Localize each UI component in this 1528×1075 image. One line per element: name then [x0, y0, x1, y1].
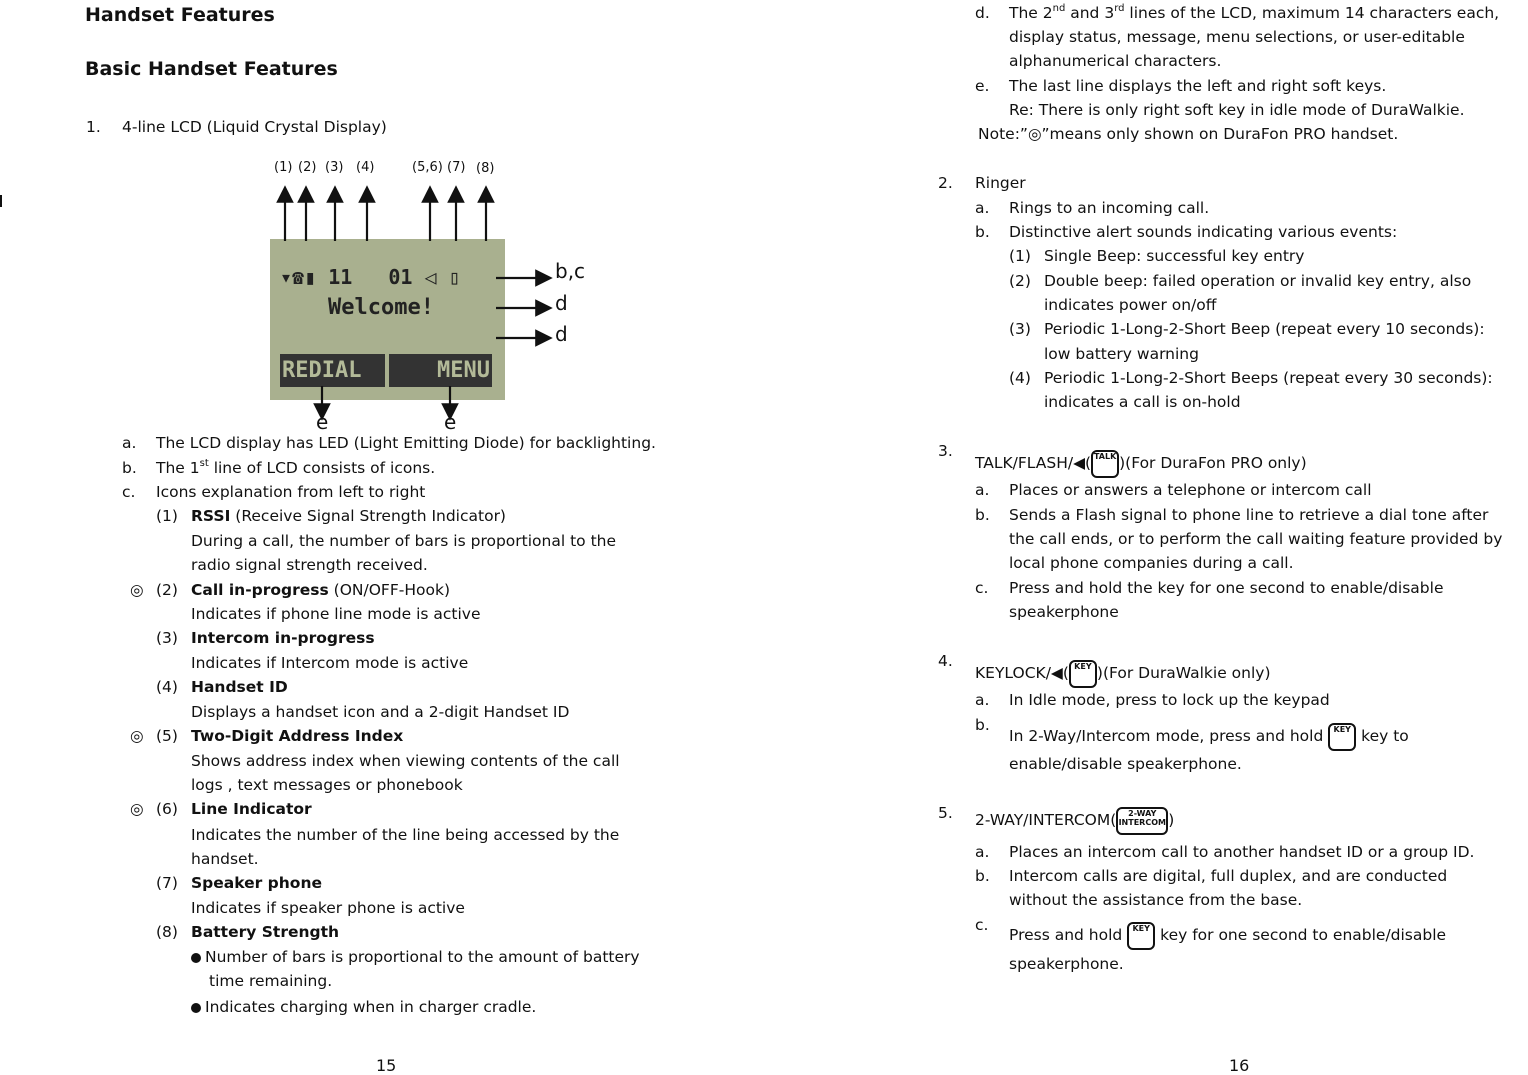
note-text: Note:”◎”means only shown on DuraFon PRO handset.	[978, 125, 1399, 143]
page-number: 16	[1229, 1056, 1250, 1075]
lcd-line1-text: 11 01	[328, 265, 413, 289]
list-text: In 2-Way/Intercom mode, press and hold KEY key to	[1009, 718, 1409, 754]
sub-number: (4)	[156, 678, 178, 696]
list-marker: a.	[975, 691, 990, 709]
item-title: 2-WAY/INTERCOM( 2-WAY INTERCOM )	[975, 802, 1174, 838]
sub-number: (8)	[156, 923, 178, 941]
list-marker: e.	[975, 77, 990, 95]
sub-desc: low battery warning	[1044, 345, 1199, 363]
speaker-icon: ◀	[1050, 664, 1063, 682]
margin-mark	[0, 195, 2, 207]
list-marker: c.	[975, 579, 989, 597]
list-text: alphanumerical characters.	[1009, 52, 1222, 70]
list-text: Intercom calls are digital, full duplex, and are conducted	[1009, 867, 1448, 885]
page-number: 15	[376, 1056, 397, 1075]
sub-title: Intercom in-progress	[191, 629, 375, 647]
sub-desc: Periodic 1-Long-2-Short Beep (repeat every 10 seconds):	[1044, 320, 1485, 338]
list-text: In Idle mode, press to lock up the keypad	[1009, 691, 1330, 709]
list-text: speakerphone	[1009, 603, 1119, 621]
sub-number: (3)	[1009, 320, 1031, 338]
list-text: without the assistance from the base.	[1009, 891, 1303, 909]
speaker-icon: ◁	[424, 265, 437, 289]
list-text: local phone companies during a call.	[1009, 554, 1294, 572]
lcd-line2: Welcome!	[328, 295, 434, 320]
list-text: The 1st line of LCD consists of icons.	[156, 457, 436, 477]
sub-title: Battery Strength	[191, 923, 340, 941]
sub-title: Call in-progress (ON/OFF-Hook)	[191, 581, 450, 599]
sub-desc: radio signal strength received.	[191, 556, 428, 574]
sub-desc: Shows address index when viewing contents of the call	[191, 752, 620, 770]
sub-number: (5)	[156, 727, 178, 745]
list-marker: a.	[975, 481, 990, 499]
sub-number: (3)	[156, 629, 178, 647]
signal-icon: ▾	[280, 265, 293, 289]
list-text: the call ends, or to perform the call waiting feature provided by	[1009, 530, 1503, 548]
sub-number: (6)	[156, 800, 178, 818]
diagram-label: (4)	[356, 160, 375, 175]
item-number: 5.	[938, 804, 953, 822]
list-text: The last line displays the left and right soft keys.	[1009, 77, 1387, 95]
sub-desc: Indicates if phone line mode is active	[191, 605, 481, 623]
sub-desc: Single Beep: successful key entry	[1044, 247, 1305, 265]
sub-title: Line Indicator	[191, 800, 312, 818]
list-marker: a.	[975, 199, 990, 217]
list-marker: b.	[975, 506, 990, 524]
sub-title: Speaker phone	[191, 874, 323, 892]
list-marker: d.	[975, 4, 990, 22]
item-title: KEYLOCK/◀( KEY )(For DuraWalkie only)	[975, 656, 1271, 690]
list-marker: b.	[975, 716, 990, 734]
bullet-item: Indicates charging when in charger cradle.	[191, 997, 536, 1017]
list-marker: a.	[122, 434, 137, 452]
lcd-screen	[270, 239, 505, 400]
bullet-item: Number of bars is proportional to the amount of battery	[191, 947, 640, 967]
diagram-label: (1)	[274, 160, 293, 175]
item-title: Ringer	[975, 174, 1026, 192]
item-number: 4.	[938, 652, 953, 670]
sub-number: (1)	[156, 507, 178, 525]
sub-number: (1)	[1009, 247, 1031, 265]
keylock-key-icon: KEY	[1127, 922, 1155, 950]
sub-number: (2)	[1009, 272, 1031, 290]
handset-icon: ▮	[304, 265, 317, 289]
diagram-label: d	[555, 291, 568, 315]
item-number: 3.	[938, 442, 953, 460]
sub-number: (7)	[156, 874, 178, 892]
list-marker: c.	[975, 916, 989, 934]
item-number: 1.	[86, 118, 101, 136]
diagram-label: e	[444, 410, 457, 434]
sub-desc: logs , text messages or phonebook	[191, 776, 463, 794]
sub-number: (2)	[156, 581, 178, 599]
battery-icon: ▯	[448, 265, 461, 289]
list-text: Icons explanation from left to right	[156, 483, 426, 501]
sub-desc: handset.	[191, 850, 259, 868]
bullet-icon	[191, 1003, 201, 1013]
diagram-label: (3)	[325, 160, 344, 175]
talk-key-icon: TALK	[1091, 450, 1119, 478]
item-title: TALK/FLASH/◀( TALK )(For DuraFon PRO only)	[975, 446, 1307, 480]
sub-title: RSSI (Receive Signal Strength Indicator)	[191, 507, 506, 525]
list-text: display status, message, menu selections, or user-editable	[1009, 28, 1465, 46]
sub-title: Handset ID	[191, 678, 288, 696]
sub-desc: Indicates if speaker phone is active	[191, 899, 465, 917]
list-text: speakerphone.	[1009, 955, 1124, 973]
sub-desc: Indicates if Intercom mode is active	[191, 654, 469, 672]
sub-desc: During a call, the number of bars is proportional to the	[191, 532, 617, 550]
pro-only-mark: ◎	[130, 727, 144, 745]
list-marker: b.	[975, 223, 990, 241]
list-text: Press and hold KEY key for one second to enable/disable	[1009, 917, 1446, 953]
list-marker: a.	[975, 843, 990, 861]
lcd-soft-right: MENU	[389, 354, 492, 387]
diagram-label: d	[555, 322, 568, 346]
diagram-label: (2)	[298, 160, 317, 175]
sub-number: (4)	[1009, 369, 1031, 387]
pro-only-mark: ◎	[130, 581, 144, 599]
list-text: Sends a Flash signal to phone line to retrieve a dial tone after	[1009, 506, 1489, 524]
item-number: 2.	[938, 174, 953, 192]
sub-desc: indicates power on/off	[1044, 296, 1217, 314]
list-text: enable/disable speakerphone.	[1009, 755, 1242, 773]
diagram-label: (8)	[476, 161, 495, 176]
keylock-key-icon: KEY	[1328, 723, 1356, 751]
sub-desc: indicates a call is on-hold	[1044, 393, 1241, 411]
list-marker: c.	[122, 483, 136, 501]
sub-title: Two-Digit Address Index	[191, 727, 404, 745]
bullet-continuation: time remaining.	[209, 972, 333, 990]
sub-desc: Periodic 1-Long-2-Short Beeps (repeat every 30 seconds):	[1044, 369, 1493, 387]
list-text: Press and hold the key for one second to enable/disable	[1009, 579, 1444, 597]
list-text: The LCD display has LED (Light Emitting Diode) for backlighting.	[156, 434, 656, 452]
keylock-key-icon: KEY	[1069, 660, 1097, 688]
list-marker: b.	[975, 867, 990, 885]
sub-desc: Double beep: failed operation or invalid key entry, also	[1044, 272, 1472, 290]
list-text: Places or answers a telephone or intercom call	[1009, 481, 1372, 499]
list-text: Re: There is only right soft key in idle mode of DuraWalkie.	[1009, 101, 1465, 119]
pro-only-mark: ◎	[130, 800, 144, 818]
diagram-label: b,c	[555, 259, 586, 283]
phone-icon: ☎	[292, 265, 305, 289]
speaker-icon: ◀	[1073, 454, 1086, 472]
list-text: The 2nd and 3rd lines of the LCD, maximum 14 characters each,	[1009, 2, 1500, 22]
lcd-soft-left: REDIAL	[280, 354, 385, 387]
list-text: Rings to an incoming call.	[1009, 199, 1210, 217]
section-heading: Basic Handset Features	[85, 58, 338, 80]
sub-desc: Displays a handset icon and a 2-digit Handset ID	[191, 703, 570, 721]
diagram-label: e	[316, 410, 329, 434]
sub-desc: Indicates the number of the line being accessed by the	[191, 826, 620, 844]
lcd-icon-row	[280, 265, 461, 289]
list-text: Places an intercom call to another handset ID or a group ID.	[1009, 843, 1475, 861]
diagram-label: (5,6)	[412, 160, 443, 175]
list-text: Distinctive alert sounds indicating various events:	[1009, 223, 1398, 241]
intercom-key-icon: 2-WAY INTERCOM	[1116, 807, 1168, 835]
page-heading: Handset Features	[85, 4, 275, 26]
bullet-icon	[191, 953, 201, 963]
item-title: 4-line LCD (Liquid Crystal Display)	[122, 118, 387, 136]
diagram-label: (7)	[447, 160, 466, 175]
list-marker: b.	[122, 459, 137, 477]
